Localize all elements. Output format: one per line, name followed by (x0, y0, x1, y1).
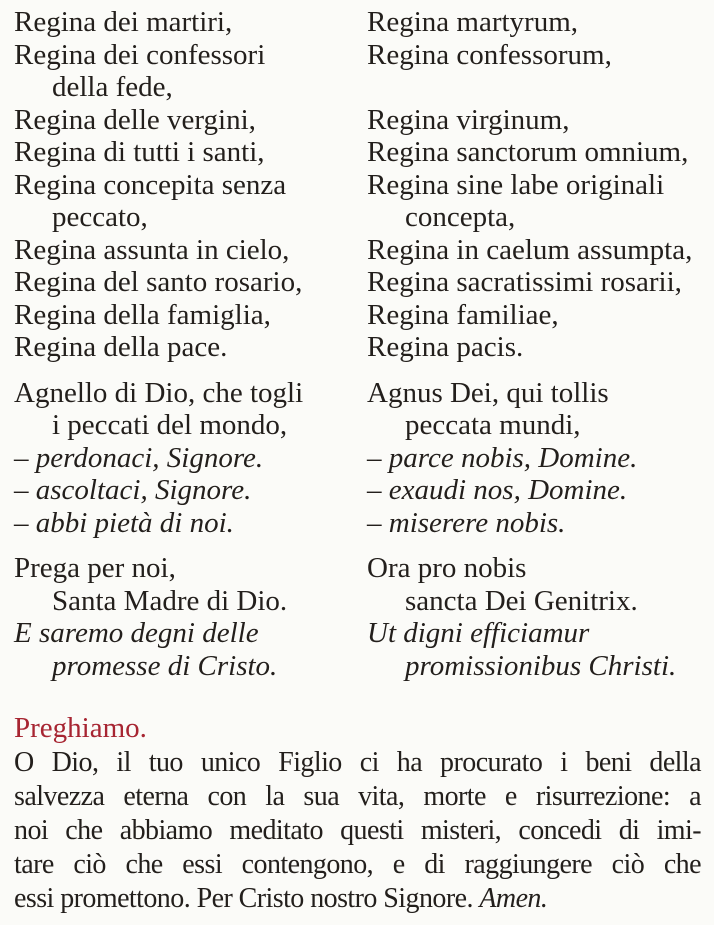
prayer-line: salvezza eterna con la sua vita, morte e risurrezione: a (14, 781, 701, 812)
litany-line: Regina della pace. (14, 331, 228, 363)
latin-column (353, 6, 714, 682)
litany-line: Regina confessorum, (367, 38, 612, 71)
litany-line: Regina di tutti i santi, (14, 136, 265, 168)
litany-response-line: – exaudi nos, Domine. (367, 474, 628, 506)
litany-line-blank (367, 71, 714, 104)
prayer-closing-text: essi promettono. Per Cristo nostro Signore. (14, 883, 473, 914)
litany-response-line: – abbi pietà di noi. (14, 506, 234, 539)
litany-line: Agnello di Dio, che togli (14, 376, 304, 409)
closing-prayer (0, 710, 714, 916)
litany-response-line: promesse di Cristo. (52, 649, 278, 682)
litany-line: Regina pacis. (367, 331, 524, 363)
litany-line: Regina delle vergini, (14, 103, 256, 136)
litany-line: Regina sine labe originali (367, 168, 665, 201)
prayer-heading: Preghiamo. (14, 712, 147, 744)
litany-response-line: promissionibus Christi. (405, 649, 677, 682)
prayer-line-last (14, 882, 701, 916)
litany-response-line: – perdonaci, Signore. (14, 441, 264, 474)
litany-response-line: E saremo degni delle (14, 617, 259, 649)
litany-line: Agnus Dei, qui tollis (367, 376, 609, 409)
litany-line: Regina virginum, (367, 103, 570, 136)
litany-line: Regina sacratissimi rosarii, (367, 266, 682, 298)
litany-line: Regina sanctorum omnium, (367, 136, 689, 168)
prayer-line: tare ciò che essi contengono, e di raggiungere ciò che (14, 849, 701, 880)
litany-line: della fede, (52, 71, 173, 103)
litany-line: Regina del santo rosario, (14, 266, 303, 298)
litany-line: Prega per noi, (14, 552, 176, 584)
litany-line: peccato, (52, 201, 148, 233)
litany-response-line: – parce nobis, Domine. (367, 441, 638, 474)
litany-response-line: – ascoltaci, Signore. (14, 474, 252, 506)
prayer-line: noi che abbiamo meditato questi misteri, concedi di imi- (14, 815, 701, 846)
litany-line: Regina della famiglia, (14, 298, 271, 331)
litany-line: Regina assunta in cielo, (14, 233, 290, 266)
litany-response-line: Ut digni efficiamur (367, 617, 590, 649)
litany-line: peccata mundi, (405, 409, 581, 441)
litany-line: Regina concepita senza (14, 168, 287, 201)
litany-line: i peccati del mondo, (52, 409, 288, 441)
litany-line: Santa Madre di Dio. (52, 584, 288, 617)
prayer-amen-text: Amen. (479, 883, 548, 914)
litany-line: Ora pro nobis (367, 552, 527, 584)
prayer-line: O Dio, il tuo unico Figlio ci ha procurato i beni della (14, 747, 701, 778)
litany-response-line: – miserere nobis. (367, 506, 566, 539)
litany-line: concepta, (405, 201, 516, 233)
litany-line: Regina dei martiri, (14, 6, 233, 38)
litany-line: Regina in caelum assumpta, (367, 233, 693, 266)
litany-line: sancta Dei Genitrix. (405, 584, 638, 617)
italian-column (0, 6, 353, 682)
litany-line: Regina dei confessori (14, 38, 266, 71)
litany-line: Regina familiae, (367, 298, 559, 331)
litany-line: Regina martyrum, (367, 6, 579, 38)
